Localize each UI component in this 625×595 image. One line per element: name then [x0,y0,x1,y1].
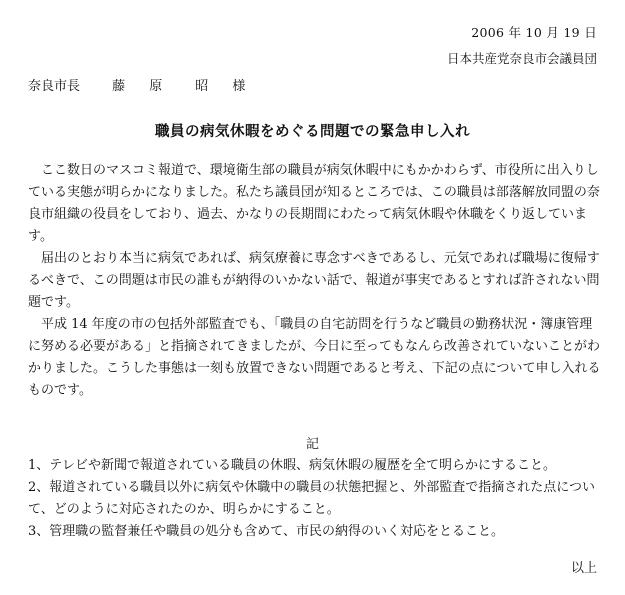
body-paragraph: ここ数日のマスコミ報道で、環境衛生部の職員が病気休暇中にもかかわらず、市役所に出入りしている実態が明らかになりました。私たち議員団が知るところでは、この職員は部落解放同盟の奈良市組織の役員をしており、過去、かなりの長期間にわたって病気休暇や休職をくり返しています。 [28,163,600,244]
list-item [28,521,603,543]
list-item [28,455,603,477]
recipient-line [28,75,255,94]
item-number: 2、 [28,480,50,495]
body-paragraph: 届出のとおり本当に病気であれば、病気療養に専念すべきであるし、元気であれば職場に復帰するべきで、この問題は市民の誰もが納得のいかない話で、報道が事実であるとすれば許されない問題です。 [28,251,600,310]
ki-label: 記 [305,437,319,452]
list-item [28,477,603,521]
recipient-title: 奈良市長 [28,79,81,94]
request-list [28,455,603,543]
item-text: 管理職の監督兼任や職員の処分も含めて、市民の納得のいく対応をとること。 [49,524,505,539]
sender-name: 日本共産党奈良市会議員団 [446,51,597,66]
item-text: テレビや新聞で報道されている職員の休暇、病気休暇の履歴を全て明らかにすること。 [49,458,557,473]
recipient-name: 藤 原 昭 様 [112,79,256,94]
body-paragraph: 平成 14 年度の市の包括外部監査でも、「職員の自宅訪問を行うなど職員の勤務状況・簿康管理に努める必要がある」と指摘されてきましたが、今日に至ってもなんら改善されていないことがわかりました。こうした事態は一刻も放置できない問題であると考え、下記の点について申し入れるものです。 [28,317,601,398]
letter-body [28,160,603,402]
document-heading: 職員の病気休暇をめぐる問題での緊急申し入れ [155,124,470,140]
item-number: 3、 [28,524,50,539]
letter-date: 2006 年 10 月 19 日 [471,25,597,40]
closing-mark: 以上 [570,561,597,576]
item-number: 1、 [28,458,50,473]
item-text: 報道されている職員以外に病気や休職中の職員の状態把握と、外部監査で指摘された点について、どのように対応されたのか、明らかにすること。 [28,480,596,517]
